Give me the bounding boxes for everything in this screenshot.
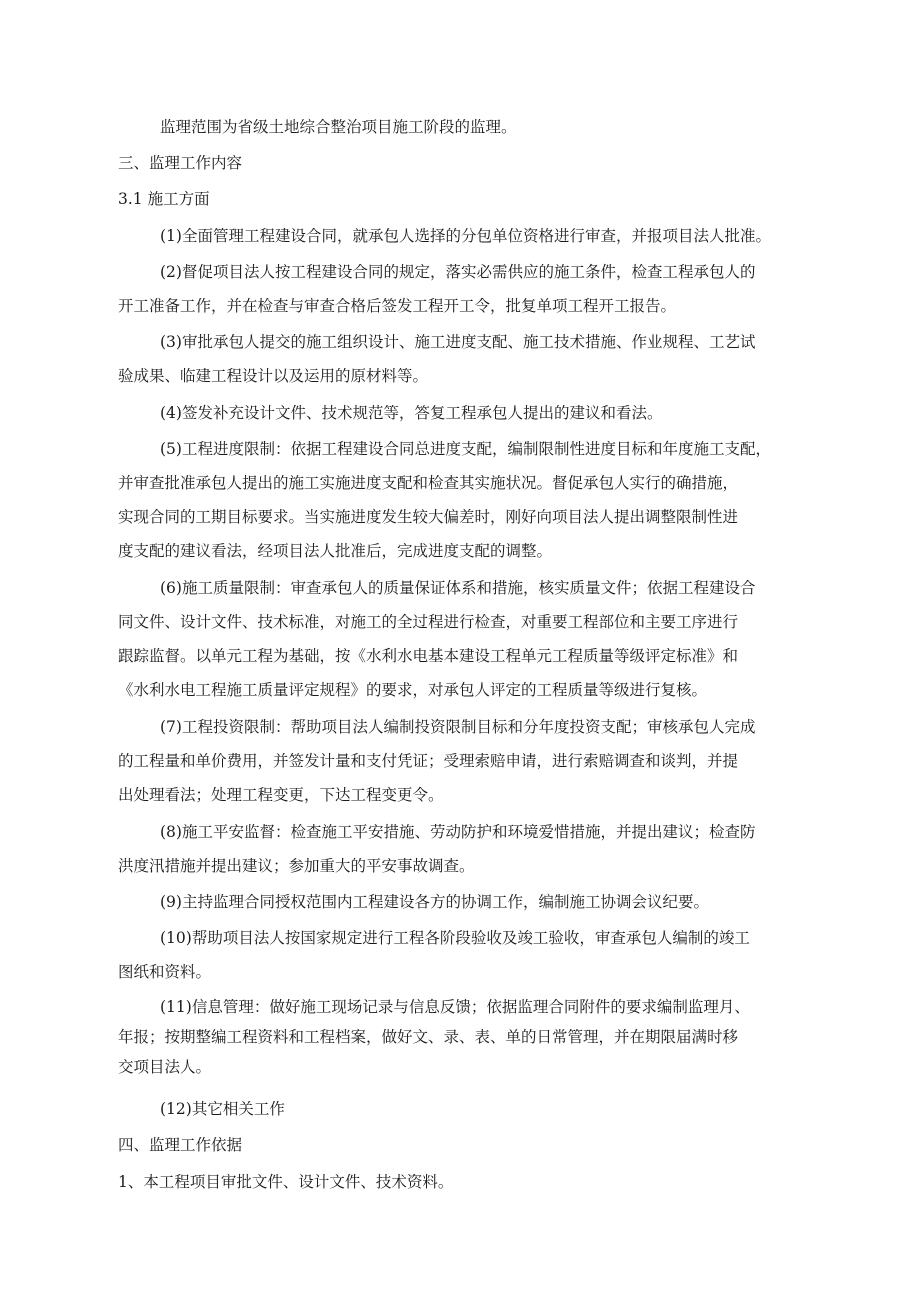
- item-7-line-1: (7)工程投资限制：帮助项目法人编制投资限制目标和分年度投资支配；审核承包人完成: [160, 718, 756, 736]
- item-5-line-1: (5)工程进度限制：依据工程建设合同总进度支配，编制限制性进度目标和年度施工支配，: [160, 440, 771, 458]
- item-9-line-1: (9)主持监理合同授权范围内工程建设各方的协调工作，编制施工协调会议纪要。: [160, 893, 709, 911]
- item-12-line-1: (12)其它相关工作: [160, 1100, 285, 1118]
- item-4-line-1: (4)签发补充设计文件、技术规范等，答复工程承包人提出的建议和看法。: [160, 404, 663, 422]
- item-11-line-2: 年报；按期整编工程资料和工程档案，做好文、录、表、单的日常管理，并在期限届满时移: [118, 1028, 739, 1046]
- item-6-line-4: 《水利水电工程施工质量评定规程》的要求，对承包人评定的工程质量等级进行复核。: [118, 681, 708, 699]
- subsection-heading-3-1: 3.1 施工方面: [118, 190, 210, 208]
- scope-paragraph: 监理范围为省级土地综合整治项目施工阶段的监理。: [160, 118, 517, 136]
- item-8-line-2: 洪度汛措施并提出建议；参加重大的平安事故调查。: [118, 857, 475, 875]
- item-2-line-1: (2)督促项目法人按工程建设合同的规定，落实必需供应的施工条件，检查工程承包人的: [160, 263, 756, 281]
- item-10-line-1: (10)帮助项目法人按国家规定进行工程各阶段验收及竣工验收，审查承包人编制的竣工: [160, 929, 750, 947]
- section-heading-3: 三、监理工作内容: [118, 154, 243, 172]
- item-7-line-3: 出处理看法；处理工程变更，下达工程变更令。: [118, 786, 444, 804]
- item-6-line-1: (6)施工质量限制：审查承包人的质量保证体系和措施，核实质量文件；依据工程建设合: [160, 579, 756, 597]
- item-10-line-2: 图纸和资料。: [118, 963, 212, 981]
- item-5-line-3: 实现合同的工期目标要求。当实施进度发生较大偏差时，刚好向项目法人提出调整限制性进: [118, 508, 739, 526]
- item-11-line-3: 交项目法人。: [118, 1058, 212, 1076]
- section-heading-4: 四、监理工作依据: [118, 1136, 243, 1154]
- item-6-line-3: 跟踪监督。以单元工程为基础，按《水利水电基本建设工程单元工程质量等级评定标准》和: [118, 647, 739, 665]
- item-11-line-1: (11)信息管理：做好施工现场记录与信息反馈；依据监理合同附件的要求编制监理月、: [160, 998, 750, 1016]
- item-5-line-4: 度支配的建议看法，经项目法人批准后，完成进度支配的调整。: [118, 542, 553, 560]
- item-8-line-1: (8)施工平安监督：检查施工平安措施、劳动防护和环境爱惜措施，并提出建议；检查防: [160, 823, 756, 841]
- item-5-line-2: 并审查批准承包人提出的施工实施进度支配和检查其实施状况。督促承包人实行的确措施，: [118, 474, 739, 492]
- basis-item-1: 1、本工程项目审批文件、设计文件、技术资料。: [118, 1173, 454, 1191]
- item-1-line-1: (1)全面管理工程建设合同，就承包人选择的分包单位资格进行审查，并报项目法人批准。: [160, 227, 771, 245]
- item-3-line-2: 验成果、临建工程设计以及运用的原材料等。: [118, 367, 429, 385]
- item-3-line-1: (3)审批承包人提交的施工组织设计、施工进度支配、施工技术措施、作业规程、工艺试: [160, 333, 756, 351]
- item-6-line-2: 同文件、设计文件、技术标准，对施工的全过程进行检查，对重要工程部位和主要工序进行: [118, 613, 739, 631]
- item-2-line-2: 开工准备工作，并在检查与审查合格后签发工程开工令，批复单项工程开工报告。: [118, 297, 677, 315]
- item-7-line-2: 的工程量和单价费用，并签发计量和支付凭证；受理索赔申请，进行索赔调查和谈判，并提: [118, 752, 739, 770]
